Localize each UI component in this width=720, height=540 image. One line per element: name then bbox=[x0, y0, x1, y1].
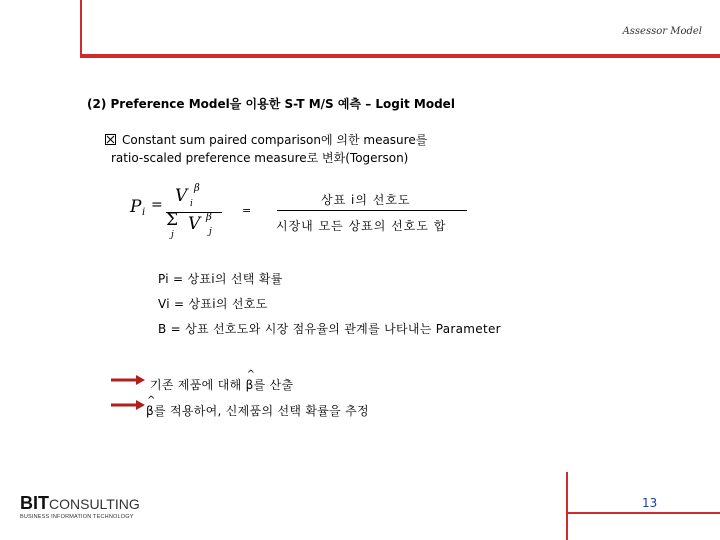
footer-vertical-rule bbox=[566, 472, 568, 540]
conclusion-1 bbox=[150, 376, 293, 393]
arrow-right-icon bbox=[111, 400, 145, 410]
header-horizontal-rule bbox=[80, 54, 720, 58]
conclusion-1-pre: 기존 제품에 대해 bbox=[150, 378, 246, 392]
company-logo bbox=[20, 494, 140, 524]
logit-formula bbox=[130, 183, 230, 243]
bullet-text-1: Constant sum paired comparison에 의한 measure를 bbox=[122, 133, 428, 147]
fraction-equals: = bbox=[242, 204, 252, 217]
checkbox-x-icon bbox=[105, 134, 116, 145]
bullet-text-2: ratio-scaled preference measure로 변화(Togerson) bbox=[111, 151, 409, 165]
conclusion-2 bbox=[146, 402, 369, 419]
header-vertical-rule bbox=[80, 0, 82, 54]
formula-numerator-sup: β bbox=[194, 183, 200, 194]
beta-hat-2: ^ β bbox=[146, 404, 154, 418]
logo-bit: BIT bbox=[20, 493, 49, 513]
formula-denominator-sub: j bbox=[209, 227, 212, 237]
definition-b: B = 상표 선호도와 시장 점유율의 관계를 나타내는 Parameter bbox=[158, 322, 501, 336]
header-title: Assessor Model bbox=[622, 26, 702, 37]
beta-hat-1: ^ β bbox=[246, 378, 254, 392]
fraction-bar bbox=[277, 210, 467, 211]
fraction-denominator: 시장내 모든 상표의 선호도 합 bbox=[276, 219, 447, 233]
footer-horizontal-rule bbox=[566, 512, 720, 514]
logo-subtitle: BUSINESS INFORMATION TECHNOLOGY bbox=[20, 514, 134, 520]
formula-denominator-sup: β bbox=[206, 212, 212, 223]
logo-consulting: CONSULTING bbox=[49, 496, 140, 512]
conclusion-1-post: 를 산출 bbox=[253, 378, 294, 392]
page-number: 13 bbox=[642, 496, 658, 510]
formula-equals: = bbox=[151, 197, 163, 213]
conclusion-2-post: 를 적용하여, 신제품의 선택 확률을 추정 bbox=[153, 404, 369, 418]
formula-lhs: P bbox=[130, 197, 142, 217]
section-title: (2) Preference Model을 이용한 S-T M/S 예측 – Logit Model bbox=[87, 97, 455, 111]
formula-sum-sub: j bbox=[171, 230, 174, 240]
definition-pi: Pi = 상표i의 선택 확률 bbox=[158, 272, 283, 286]
formula-numerator-sub: i bbox=[190, 199, 193, 209]
formula-numerator: V bbox=[175, 186, 188, 206]
arrow-right-icon bbox=[111, 375, 145, 385]
formula-lhs-sub: i bbox=[142, 207, 146, 218]
formula-sum-sign: Σ bbox=[166, 210, 179, 230]
fraction-numerator: 상표 i의 선호도 bbox=[321, 193, 411, 207]
bullet-line-1 bbox=[105, 131, 427, 149]
formula-denominator: V bbox=[188, 214, 201, 234]
definition-vi: Vi = 상표i의 선호도 bbox=[158, 297, 268, 311]
